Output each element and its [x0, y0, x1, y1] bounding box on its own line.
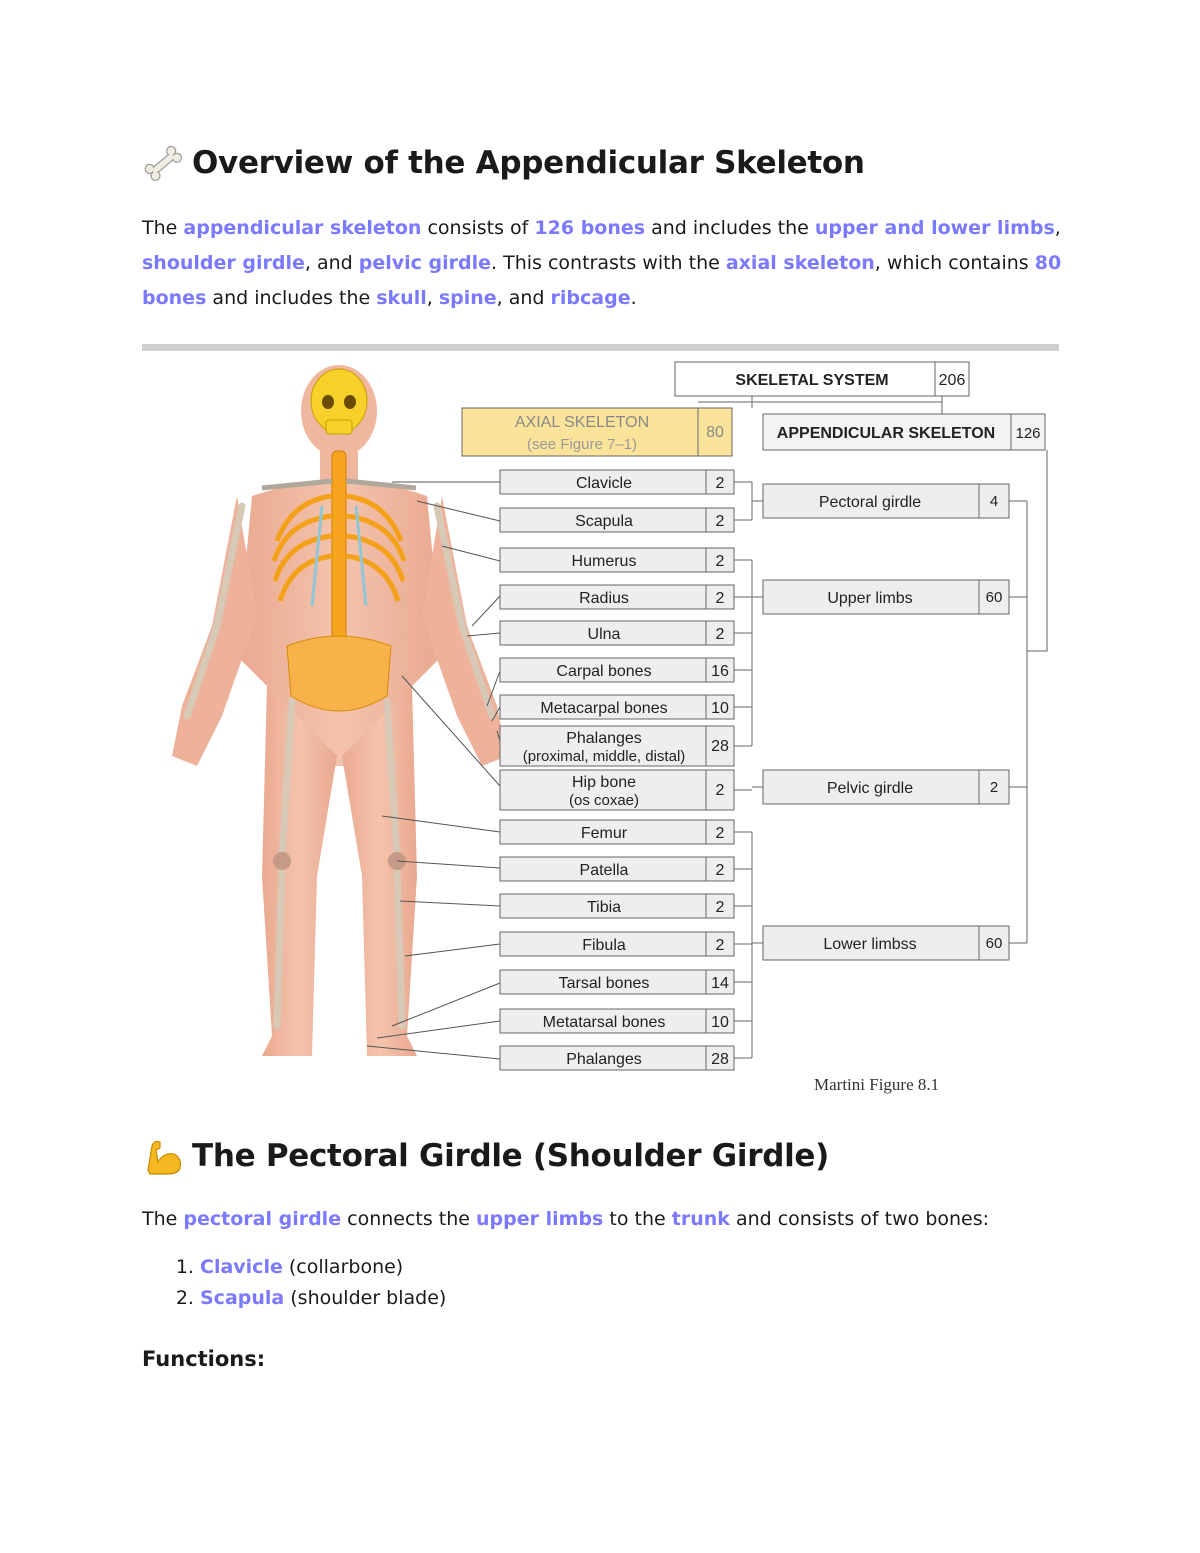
bone-label: Femur: [580, 825, 628, 842]
highlighted-term: axial skeleton: [725, 252, 875, 274]
divider: [142, 344, 1059, 351]
body-illustration: [172, 365, 507, 1056]
bracket-line: [1027, 450, 1047, 943]
bone-count: 2: [715, 626, 725, 643]
group-label: Upper limbs: [827, 590, 913, 607]
skeletal-system-label: SKELETAL SYSTEM: [735, 372, 889, 389]
section-heading-pectoral: [142, 1136, 829, 1176]
bone-label: Carpal bones: [556, 663, 652, 680]
bone-count: 28: [711, 1051, 729, 1068]
paragraph-text: and consists of two bones:: [729, 1208, 990, 1230]
highlighted-term: Clavicle: [200, 1256, 283, 1278]
paragraph-text: . This contrasts with the: [491, 252, 726, 274]
group-count: 2: [989, 779, 999, 796]
bone-count: 2: [715, 782, 725, 799]
axial-skeleton-sub: (see Figure 7–1): [526, 436, 638, 453]
bone-label: Tibia: [586, 899, 622, 916]
highlighted-term: skull: [376, 287, 427, 309]
paragraph-text: and includes the: [206, 287, 377, 309]
bone-label: Hip bone: [571, 774, 637, 791]
overview-paragraph: [142, 211, 1062, 316]
bone-count: 2: [715, 590, 725, 607]
bone-count: 2: [715, 937, 725, 954]
section-title: Overview of the Appendicular Skeleton: [192, 145, 865, 181]
bone-count: 16: [711, 663, 729, 680]
bone-label: Phalanges: [566, 730, 642, 747]
paragraph-text: The: [142, 1208, 184, 1230]
paragraph-text: consists of: [421, 217, 535, 239]
list-item-desc: (shoulder blade): [284, 1287, 447, 1309]
highlighted-term: pectoral girdle: [183, 1208, 342, 1230]
appendicular-skeleton-label: APPENDICULAR SKELETON: [776, 425, 996, 442]
bone-count: 10: [711, 1014, 729, 1031]
group-count: 60: [985, 589, 1003, 606]
skeletal-system-count: 206: [938, 372, 966, 389]
axial-skeleton-label: AXIAL SKELETON: [514, 414, 650, 431]
connector-line: [698, 396, 942, 414]
bone-label: Patella: [579, 862, 629, 879]
paragraph-text: , and: [304, 252, 359, 274]
highlighted-term: 80 bones: [142, 252, 1062, 309]
highlighted-term: trunk: [671, 1208, 730, 1230]
group-count: 4: [989, 493, 999, 510]
highlighted-term: 126 bones: [534, 217, 646, 239]
bone-count: 14: [711, 975, 729, 992]
bone-label-sub: (os coxae): [568, 792, 640, 809]
highlighted-term: shoulder girdle: [142, 252, 305, 274]
bone-label: Metacarpal bones: [540, 700, 668, 717]
bone-label-sub: (proximal, middle, distal): [522, 748, 686, 765]
group-label: Lower limbss: [823, 936, 917, 953]
bone-count: 2: [715, 513, 725, 530]
paragraph-text: , and: [496, 287, 551, 309]
bone-label: Clavicle: [575, 475, 633, 492]
list-item-desc: (collarbone): [282, 1256, 404, 1278]
bone-count: 2: [715, 475, 725, 492]
bone-label: Scapula: [575, 513, 633, 530]
pectoral-bone-list: [142, 1252, 446, 1314]
paragraph-text: The: [142, 217, 184, 239]
highlighted-term: spine: [438, 287, 497, 309]
highlighted-term: ribcage: [550, 287, 631, 309]
appendicular-skeleton-count: 126: [1015, 425, 1041, 442]
paragraph-text: and includes the: [645, 217, 815, 239]
highlighted-term: pelvic girdle: [358, 252, 492, 274]
bone-label: Fibula: [582, 937, 626, 954]
bone-count: 2: [715, 862, 725, 879]
section-title: The Pectoral Girdle (Shoulder Girdle): [192, 1138, 830, 1174]
bone-label: Radius: [579, 590, 629, 607]
highlighted-term: upper and lower limbs: [814, 217, 1055, 239]
group-label: Pelvic girdle: [826, 780, 914, 797]
group-count: 60: [985, 935, 1003, 952]
axial-skeleton-count: 80: [706, 424, 724, 441]
bone-count: 2: [715, 553, 725, 570]
paragraph-text: connects the: [341, 1208, 477, 1230]
bone-count: 28: [711, 738, 729, 755]
bone-count: 10: [711, 700, 729, 717]
highlighted-term: upper limbs: [476, 1208, 604, 1230]
section-heading-overview: [142, 143, 865, 183]
functions-heading: Functions:: [142, 1347, 266, 1371]
bone-label: Metatarsal bones: [542, 1014, 666, 1031]
paragraph-text: .: [630, 287, 637, 309]
bone-label: Phalanges: [566, 1051, 642, 1068]
bone-count: 2: [715, 825, 725, 842]
list-item: [200, 1252, 446, 1283]
bone-icon: [142, 143, 184, 183]
list-item: [200, 1283, 446, 1314]
group-label: Pectoral girdle: [818, 494, 922, 511]
highlighted-term: Scapula: [200, 1287, 285, 1309]
pectoral-paragraph: [142, 1202, 1062, 1237]
paragraph-text: ,: [426, 287, 439, 309]
bone-label: Tarsal bones: [558, 975, 650, 992]
bone-label: Humerus: [571, 553, 637, 570]
figure-caption: Martini Figure 8.1: [814, 1075, 940, 1094]
paragraph-text: to the: [603, 1208, 672, 1230]
highlighted-term: appendicular skeleton: [183, 217, 422, 239]
paragraph-text: ,: [1054, 217, 1061, 239]
flexed-biceps-icon: [142, 1136, 184, 1176]
skeleton-figure: [142, 356, 1062, 1101]
bone-count: 2: [715, 899, 725, 916]
bone-label: Ulna: [587, 626, 621, 643]
paragraph-text: , which contains: [874, 252, 1035, 274]
